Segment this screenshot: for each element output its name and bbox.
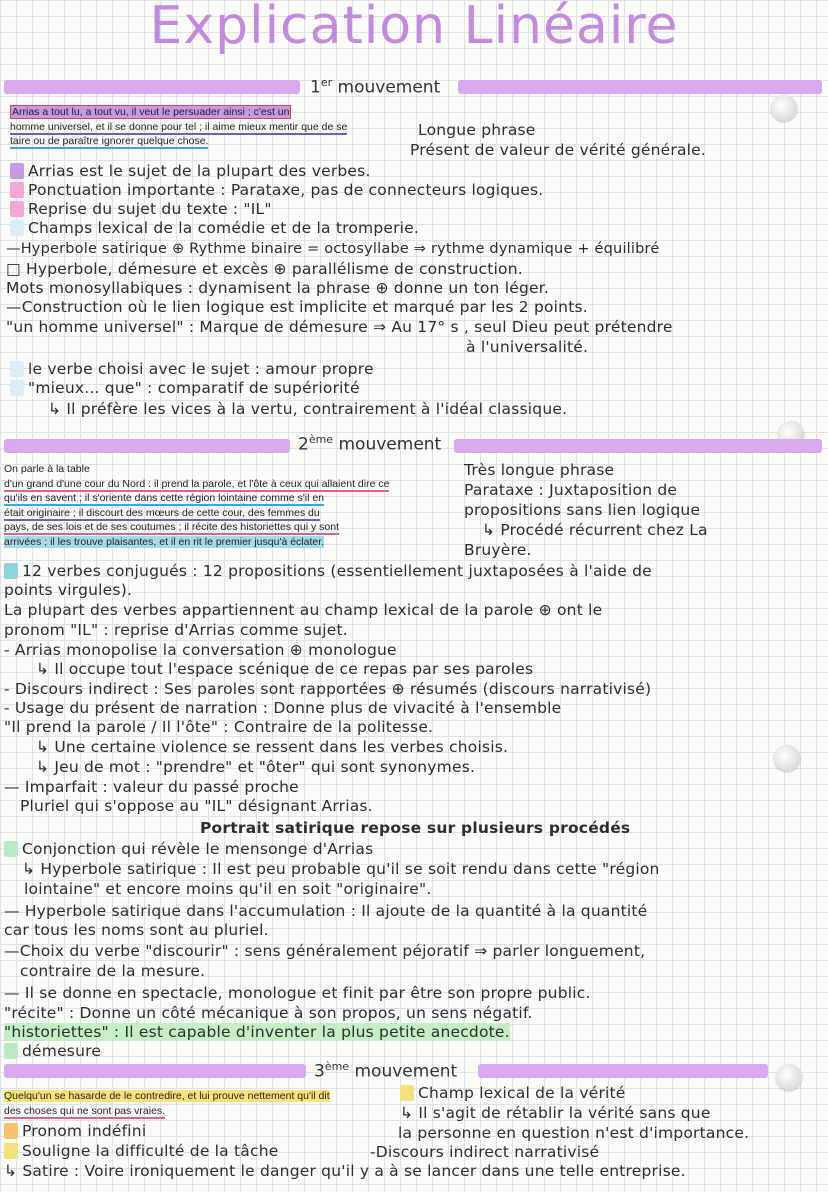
note-line: ↳ Une certaine violence se ressent dans les verbes choisis. bbox=[36, 738, 509, 756]
note-line: Conjonction qui révèle le mensonge d'Arrias bbox=[4, 840, 373, 859]
note-line: démesure bbox=[4, 1042, 101, 1061]
side-note: Champ lexical de la vérité bbox=[400, 1084, 626, 1103]
side-note: Présent de valeur de vérité générale. bbox=[410, 141, 707, 159]
binder-hole bbox=[771, 95, 797, 121]
note-line: Ponctuation importante : Parataxe, pas de connecteurs logiques. bbox=[10, 181, 543, 200]
heading-bar bbox=[458, 80, 822, 94]
note-line: ↳ Satire : Voire ironiquement le danger qu'il y a à se lancer dans une telle entreprise. bbox=[4, 1162, 686, 1180]
side-note: -Discours indirect narrativisé bbox=[370, 1143, 600, 1161]
note-line: "historiettes" : Il est capable d'inventer la plus petite anecdote. bbox=[4, 1023, 510, 1041]
side-note: Longue phrase bbox=[418, 121, 536, 139]
note-line: "Il prend la parole / Il l'ôte" : Contraire de la politesse. bbox=[4, 718, 434, 736]
excerpt-2: On parle à la table d'un grand d'une cour du Nord : il prend la parole, et l'ôte à ceux qui allaient dire ce qu'ils en savent ; il s'oriente dans cette région lointaine comme s'il en était originaire ; il discourt des mœurs de cette cour, des femmes du pays, de ses lois et de ses coutumes ; il récite des historiettes qui y sont arrivées ; il les trouve plaisantes, et il en rit le premier jusqu'à éclater. bbox=[4, 463, 390, 548]
note-line: Arrias est le sujet de la plupart des verbes. bbox=[10, 162, 371, 181]
note-line: pronom "IL" : reprise d'Arrias comme sujet. bbox=[4, 621, 348, 639]
note-line: — Il se donne en spectacle, monologue et finit par être son propre public. bbox=[4, 984, 591, 1002]
note-line: ↳ Jeu de mot : "prendre" et "ôter" qui sont synonymes. bbox=[36, 758, 476, 776]
note-line: - Arrias monopolise la conversation ⊕ monologue bbox=[4, 641, 397, 659]
note-line: "récite" : Donne un côté mécanique à son propos, un sens négatif. bbox=[4, 1004, 533, 1022]
note-line: - Usage du présent de narration : Donne plus de vivacité à l'ensemble bbox=[4, 699, 562, 717]
heading-bar bbox=[454, 439, 822, 453]
note-line: —Choix du verbe "discourir" : sens généralement péjoratif ⇒ parler longuement, bbox=[4, 942, 646, 960]
note-line: contraire de la mesure. bbox=[20, 962, 206, 980]
note-line: □ Hyperbole, démesure et excès ⊕ parallélisme de construction. bbox=[6, 260, 523, 278]
note-line: lointaine" et encore moins qu'il en soit "originaire". bbox=[24, 880, 432, 898]
side-note: propositions sans lien logique bbox=[464, 501, 701, 519]
note-line: ↳ Il occupe tout l'espace scénique de ce repas par ses paroles bbox=[36, 660, 534, 678]
note-line: points virgules). bbox=[4, 581, 133, 599]
note-line: La plupart des verbes appartiennent au champ lexical de la parole ⊕ ont le bbox=[4, 601, 603, 619]
note-line: à l'universalité. bbox=[466, 338, 589, 356]
side-note: Parataxe : Juxtaposition de bbox=[464, 481, 678, 499]
note-line: Mots monosyllabiques : dynamisent la phrase ⊕ donne un ton léger. bbox=[6, 279, 549, 297]
excerpt-3: Quelqu'un se hasarde de le contredire, et lui prouve nettement qu'il dit des choses qui ne sont pas vraies. bbox=[4, 1090, 330, 1117]
section-heading-1: 1er mouvement bbox=[310, 76, 441, 98]
note-line: Reprise du sujet du texte : "IL" bbox=[10, 200, 272, 219]
note-line: ↳ Hyperbole satirique : Il est peu probable qu'il se soit rendu dans cette "région bbox=[22, 860, 660, 878]
side-note: ↳ Il s'agit de rétablir la vérité sans que bbox=[400, 1104, 711, 1122]
note-line: ↳ Il préfère les vices à la vertu, contrairement à l'idéal classique. bbox=[48, 400, 568, 418]
page-title: Explication Linéaire bbox=[149, 0, 679, 56]
note-line: 12 verbes conjugués : 12 propositions (essentiellement juxtaposées à l'aide de bbox=[4, 562, 652, 581]
note-line: Pronom indéfini bbox=[4, 1122, 146, 1141]
heading-bar bbox=[4, 80, 300, 94]
portrait-heading: Portrait satirique repose sur plusieurs procédés bbox=[200, 819, 631, 837]
side-note: Très longue phrase bbox=[464, 461, 615, 479]
binder-hole bbox=[776, 1064, 802, 1090]
binder-hole bbox=[774, 745, 800, 771]
heading-bar bbox=[4, 439, 290, 453]
note-line: le verbe choisi avec le sujet : amour propre bbox=[10, 360, 374, 379]
heading-bar bbox=[478, 1064, 768, 1078]
section-heading-3: 3ème mouvement bbox=[314, 1060, 458, 1082]
note-line: "mieux... que" : comparatif de supériorité bbox=[10, 379, 360, 398]
side-note: la personne en question n'est d'importance. bbox=[398, 1124, 750, 1142]
note-line: — Hyperbole satirique dans l'accumulation : Il ajoute de la quantité à la quantité bbox=[4, 902, 648, 920]
side-note: Bruyère. bbox=[464, 541, 532, 559]
note-line: "un homme universel" : Marque de démesure ⇒ Au 17° s , seul Dieu peut prétendre bbox=[6, 318, 673, 336]
note-line: — Imparfait : valeur du passé proche bbox=[4, 778, 299, 796]
note-line: - Discours indirect : Ses paroles sont rapportées ⊕ résumés (discours narrativisé) bbox=[4, 680, 652, 698]
note-line: Champs lexical de la comédie et de la tromperie. bbox=[10, 219, 419, 238]
note-line: car tous les noms sont au pluriel. bbox=[4, 921, 269, 939]
note-line: Souligne la difficulté de la tâche bbox=[4, 1142, 278, 1161]
heading-bar bbox=[4, 1064, 306, 1078]
note-line: —Hyperbole satirique ⊕ Rythme binaire = octosyllabe ⇒ rythme dynamique + équilibré bbox=[6, 241, 660, 257]
note-line: —Construction où le lien logique est implicite et marqué par les 2 points. bbox=[6, 298, 588, 316]
side-note: ↳ Procédé récurrent chez La bbox=[482, 521, 708, 539]
note-line: Pluriel qui s'oppose au "IL" désignant Arrias. bbox=[20, 797, 373, 815]
excerpt-1: Arrias a tout lu, a tout vu, il veut le persuader ainsi ; c'est un homme universel, et il se donne pour tel ; il aime mieux mentir que de se taire ou de paraître ignorer quelque chose. bbox=[10, 106, 348, 148]
section-heading-2: 2ème mouvement bbox=[298, 433, 442, 455]
